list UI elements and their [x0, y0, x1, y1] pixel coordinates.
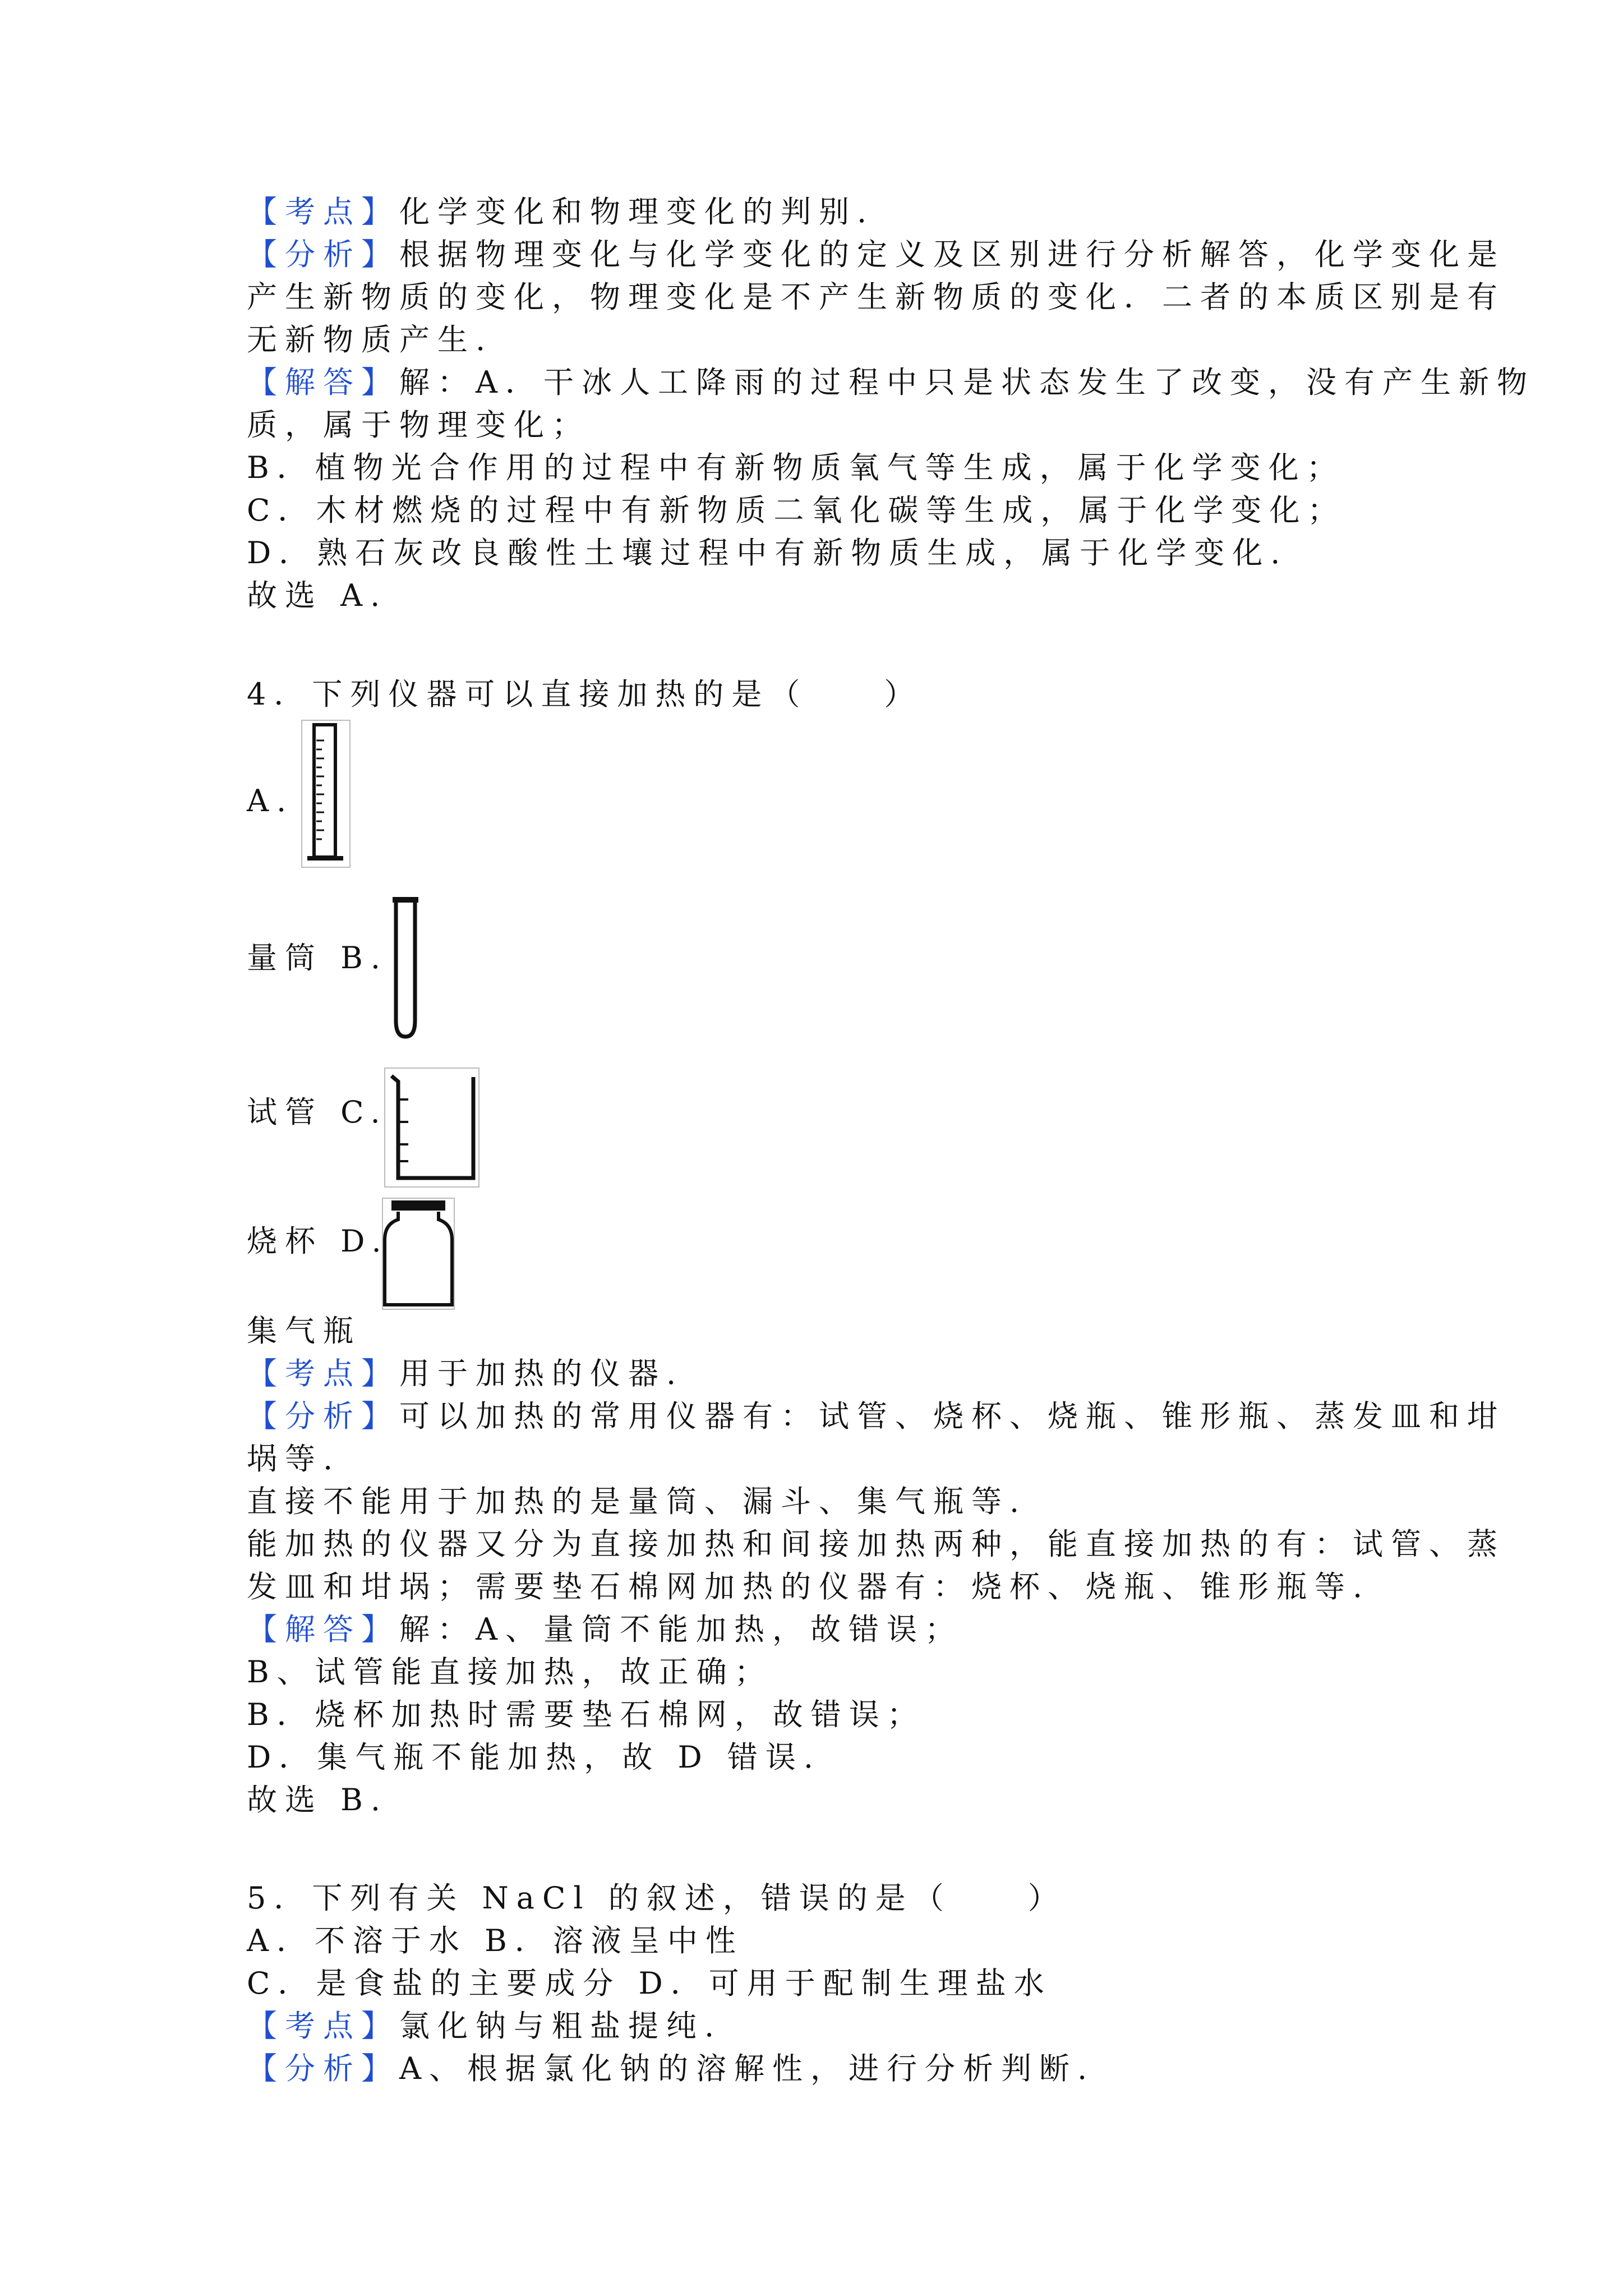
line-0: 【考点】化学变化和物理变化的判别. — [247, 194, 875, 229]
line-2: 产生新物质的变化，物理变化是不产生新物质的变化．二者的本质区别是有 — [247, 279, 1505, 315]
question-5-stem: 5．下列有关 NaCl 的叙述，错误的是（ ） — [247, 1880, 1066, 1916]
line-31: 【分析】A、根据氯化钠的溶解性，进行分析判断. — [247, 2051, 1095, 2086]
line-7: C．木材燃烧的过程中有新物质二氧化碳等生成，属于化学变化； — [247, 493, 1346, 528]
option-a-label: A. — [247, 783, 294, 818]
line-19: 直接不能用于加热的是量筒、漏斗、集气瓶等. — [247, 1484, 1027, 1519]
line-17: 【分析】可以加热的常用仪器有：试管、烧杯、烧瓶、锥形瓶、蒸发皿和坩 — [247, 1398, 1505, 1434]
line-16: 【考点】用于加热的仪器. — [247, 1356, 684, 1391]
line-6: B．植物光合作用的过程中有新物质氧气等生成，属于化学变化； — [247, 450, 1345, 485]
option-d-label: 烧杯 D. — [247, 1223, 389, 1259]
line-24: B．烧杯加热时需要垫石棉网，故错误； — [247, 1697, 925, 1732]
line-28: A．不溶于水 B．溶液呈中性 — [247, 1923, 744, 1958]
line-30: 【考点】氯化钠与粗盐提纯. — [247, 2008, 722, 2044]
question-4-stem: 4．下列仪器可以直接加热的是（ ） — [247, 677, 923, 712]
line-21: 发皿和坩埚；需要垫石棉网加热的仪器有：烧杯、烧瓶、锥形瓶等. — [247, 1569, 1371, 1604]
line-5: 质，属于物理变化； — [247, 407, 590, 443]
line-26: 故选 B. — [247, 1782, 389, 1818]
line-1: 【分析】根据物理变化与化学变化的定义及区别进行分析解答，化学变化是 — [247, 237, 1505, 272]
line-22: 【解答】解：A、量筒不能加热，故错误； — [247, 1612, 963, 1647]
line-8: D．熟石灰改良酸性土壤过程中有新物质生成，属于化学变化. — [247, 535, 1288, 570]
line-3: 无新物质产生. — [247, 322, 494, 357]
line-4: 【解答】解：A．干冰人工降雨的过程中只是状态发生了改变，没有产生新物 — [247, 365, 1535, 400]
line-23: B、试管能直接加热，故正确； — [247, 1654, 773, 1690]
line-25: D．集气瓶不能加热，故 D 错误. — [247, 1740, 822, 1775]
option-c-label: 试管 C. — [247, 1094, 388, 1130]
line-29: C．是食盐的主要成分 D．可用于配制生理盐水 — [247, 1966, 1052, 2001]
line-20: 能加热的仪器又分为直接加热和间接加热两种，能直接加热的有：试管、蒸 — [247, 1526, 1505, 1562]
beaker-figure — [381, 1066, 482, 1189]
option-d-caption: 集气瓶 — [247, 1313, 361, 1349]
graduated-cylinder-figure — [298, 718, 354, 869]
line-9: 故选 A. — [247, 578, 388, 613]
gas-jar-figure — [379, 1195, 458, 1313]
test-tube-figure — [386, 896, 425, 1042]
option-b-label: 量筒 B. — [247, 940, 389, 976]
line-18: 埚等. — [247, 1441, 341, 1476]
